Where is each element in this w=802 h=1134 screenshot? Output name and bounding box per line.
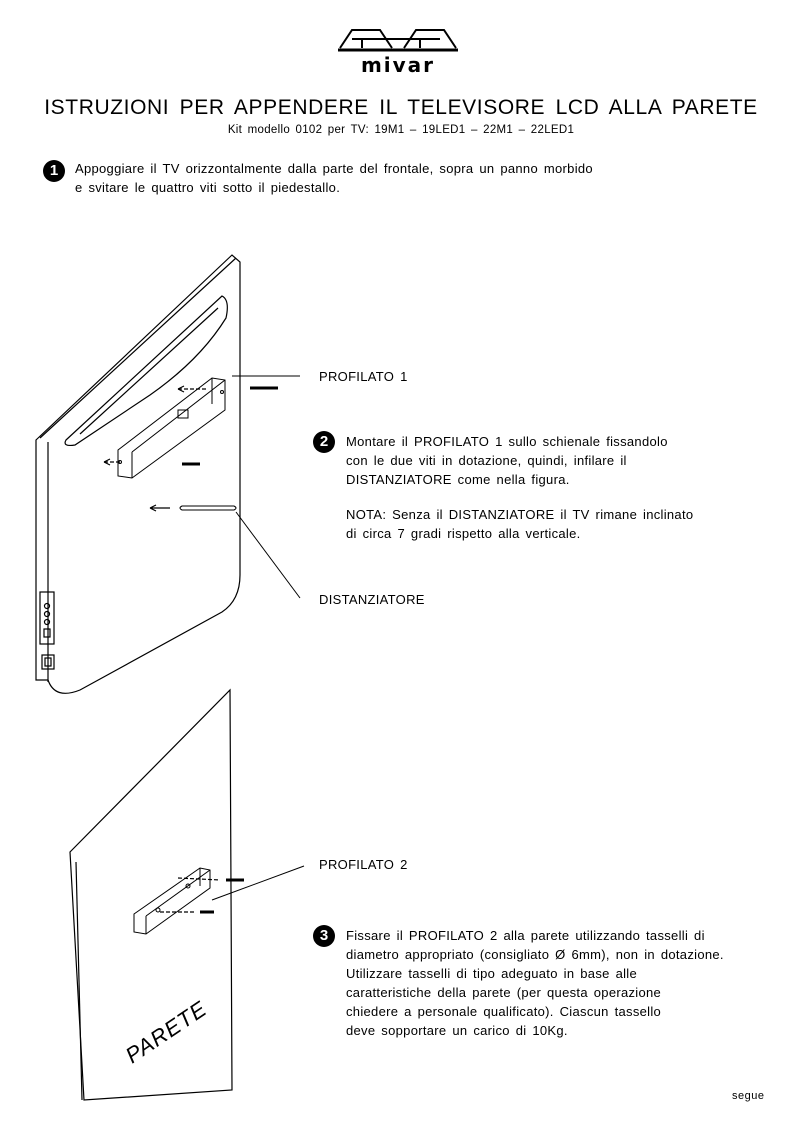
step-3-text xyxy=(346,926,776,1040)
step-3-line: Utilizzare tasselli di tipo adeguato in base alle xyxy=(346,966,638,981)
mivar-logo-icon xyxy=(338,30,458,50)
step-2-text xyxy=(346,432,776,489)
step-2-line: con le due viti in dotazione, quindi, infilare il xyxy=(346,453,627,468)
step-1-line: e svitare le quattro viti sotto il piedestallo. xyxy=(75,180,341,195)
segue-footer: segue xyxy=(732,1090,765,1102)
profilato2-bracket-icon xyxy=(134,868,210,934)
profilato2-label: PROFILATO 2 xyxy=(319,857,408,872)
step-1-line: Appoggiare il TV orizzontalmente dalla parte del frontale, sopra un panno morbido xyxy=(75,161,593,176)
page-title: ISTRUZIONI PER APPENDERE IL TELEVISORE LCD ALLA PARETE xyxy=(44,96,758,119)
leader-lines xyxy=(212,376,304,900)
step-3-line: deve sopportare un carico di 10Kg. xyxy=(346,1023,568,1038)
step-2-line: DISTANZIATORE come nella figura. xyxy=(346,472,570,487)
step-3-line: caratteristiche della parete (per questa operazione xyxy=(346,985,662,1000)
profilato1-label: PROFILATO 1 xyxy=(319,369,408,384)
step-1-text xyxy=(75,159,765,197)
page-subtitle: Kit modello 0102 per TV: 19M1 – 19LED1 – 22M1 – 22LED1 xyxy=(227,124,575,136)
distanziatore-label: DISTANZIATORE xyxy=(319,592,425,607)
step-3-line: chiedere a personale qualificato). Ciascun tassello xyxy=(346,1004,662,1019)
step-2-line: Montare il PROFILATO 1 sullo schienale fissandolo xyxy=(346,434,668,449)
screw-icon xyxy=(104,386,278,511)
logo-wordmark: mivar xyxy=(360,53,436,77)
step-2-note-line: NOTA: Senza il DISTANZIATORE il TV rimane inclinato xyxy=(346,507,694,522)
step-3-badge: 3 xyxy=(313,925,335,947)
step-1-badge: 1 xyxy=(43,160,65,182)
step-2-note xyxy=(346,505,776,543)
step-2-badge: 2 xyxy=(313,431,335,453)
distanziatore-spacer-icon xyxy=(180,506,236,510)
step-3-line: diametro appropriato (consigliato Ø 6mm), non in dotazione. xyxy=(346,947,724,962)
step-2-note-line: di circa 7 gradi rispetto alla verticale. xyxy=(346,526,581,541)
profilato1-bracket-icon xyxy=(118,378,225,478)
step-3-line: Fissare il PROFILATO 2 alla parete utilizzando tasselli di xyxy=(346,928,705,943)
parete-label: PARETE xyxy=(120,995,212,1069)
